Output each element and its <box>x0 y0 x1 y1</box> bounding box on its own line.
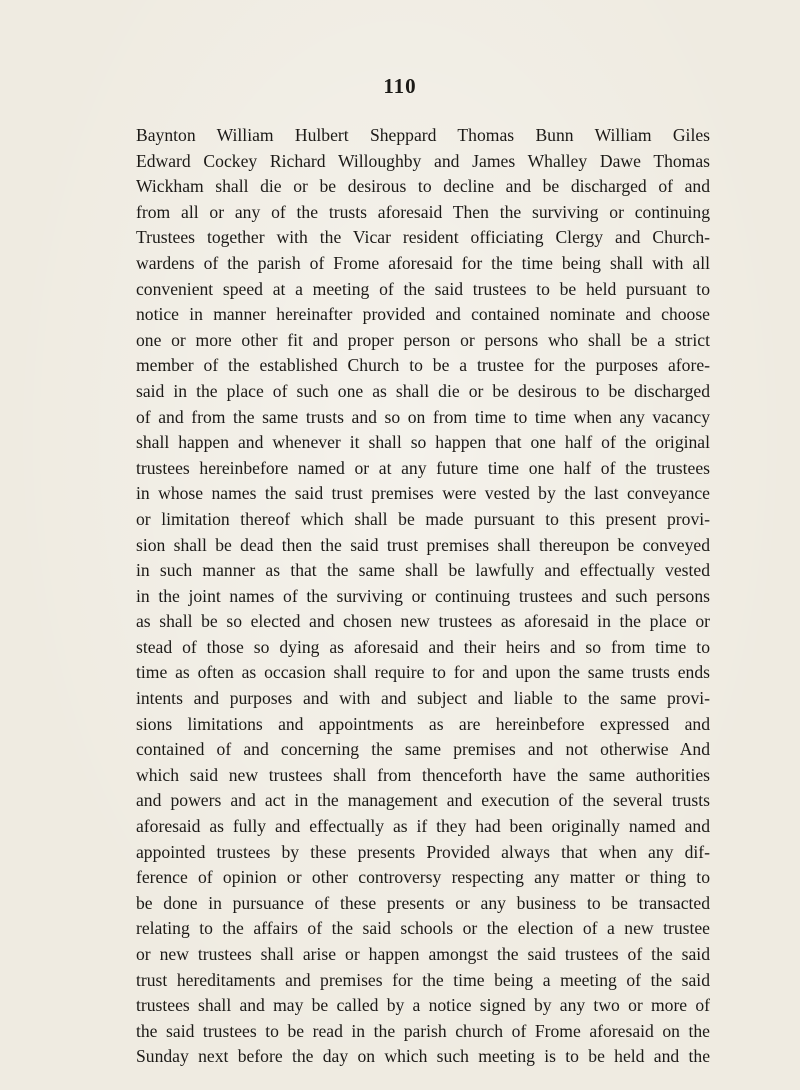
text-line: convenient speed at a meeting of the said trustees to be held pursuant to <box>136 278 710 299</box>
text-line: trust hereditaments and premises for the time being a meeting of the said <box>136 969 710 990</box>
text-line: appointed trustees by these presents Provided always that when any dif- <box>136 841 710 862</box>
text-line: and powers and act in the management and execution of the several trusts <box>136 790 710 811</box>
text-line: Wickham shall die or be desirous to decline and be discharged of and <box>136 176 710 197</box>
text-line: in such manner as that the same shall be lawfully and effectually vested <box>136 560 710 581</box>
text-line: ference of opinion or other controversy respecting any matter or thing to <box>136 867 710 888</box>
text-line: aforesaid as fully and effectually as if they had been originally named and <box>136 816 710 837</box>
text-line: in whose names the said trust premises were vested by the last conveyance <box>136 483 710 504</box>
body-text <box>136 123 710 1070</box>
text-line: intents and purposes and with and subject and liable to the same provi- <box>136 688 710 709</box>
text-line: one or more other fit and proper person or persons who shall be a strict <box>136 329 710 350</box>
text-line: or limitation thereof which shall be made pursuant to this present provi- <box>136 508 710 529</box>
text-line: as shall be so elected and chosen new trustees as aforesaid in the place or <box>136 611 710 632</box>
text-line: Trustees together with the Vicar resident officiating Clergy and Church- <box>136 227 710 248</box>
text-line: said in the place of such one as shall die or be desirous to be discharged <box>136 380 710 401</box>
text-line: stead of those so dying as aforesaid and their heirs and so from time to <box>136 636 710 657</box>
text-line: be done in pursuance of these presents or any business to be transacted <box>136 892 710 913</box>
text-line: Sunday next before the day on which such meeting is to be held and the <box>136 1046 710 1067</box>
text-line: or new trustees shall arise or happen amongst the said trustees of the said <box>136 944 710 964</box>
text-line: from all or any of the trusts aforesaid Then the surviving or continuing <box>136 201 710 222</box>
page-number: 110 <box>383 74 417 98</box>
text-line: Edward Cockey Richard Willoughby and James Whalley Dawe Thomas <box>136 150 710 171</box>
text-line: relating to the affairs of the said schools or the election of a new trustee <box>136 918 710 939</box>
text-line: the said trustees to be read in the parish church of Frome aforesaid on the <box>136 1020 710 1041</box>
text-line: time as often as occasion shall require to for and upon the same trusts ends <box>136 662 710 683</box>
text-line: sion shall be dead then the said trust premises shall thereupon be conveyed <box>136 534 710 555</box>
text-line: contained of and concerning the same premises and not otherwise And <box>136 739 710 760</box>
text-line: wardens of the parish of Frome aforesaid for the time being shall with all <box>136 252 710 273</box>
text-line: trustees shall and may be called by a notice signed by any two or more of <box>136 995 710 1016</box>
text-line: sions limitations and appointments as are hereinbefore expressed and <box>136 713 710 734</box>
text-line: notice in manner hereinafter provided and contained nominate and choose <box>136 304 710 325</box>
text-line: member of the established Church to be a trustee for the purposes afore- <box>136 355 710 376</box>
text-line: Baynton William Hulbert Sheppard Thomas Bunn William Giles <box>136 125 710 145</box>
text-line: in the joint names of the surviving or continuing trustees and such persons <box>136 585 710 606</box>
text-line: of and from the same trusts and so on from time to time when any vacancy <box>136 406 710 427</box>
text-line: trustees hereinbefore named or at any future time one half of the trustees <box>136 457 710 478</box>
text-line: which said new trustees shall from thenceforth have the same authorities <box>136 764 710 785</box>
text-line: shall happen and whenever it shall so happen that one half of the original <box>136 432 710 453</box>
